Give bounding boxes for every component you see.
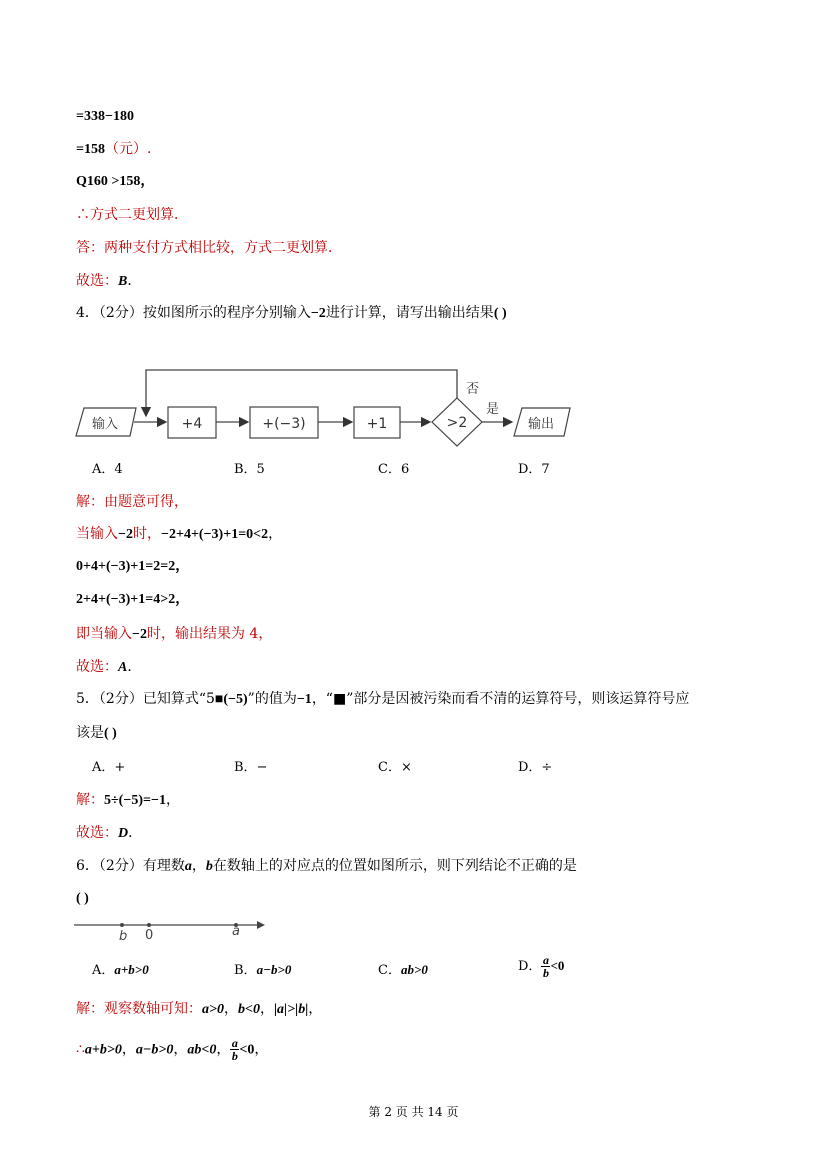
label-a: a: [232, 924, 240, 939]
q6-sol-comma-3: ，: [308, 1001, 323, 1017]
choice-period: ．: [127, 659, 142, 675]
q4-sol5-text: 即当输入: [76, 626, 132, 642]
q4-sol5-text-2: 时，输出结果为 4，: [146, 626, 273, 642]
choice-letter: B: [118, 274, 128, 289]
q6-sol2-expr-4: <0: [239, 1042, 255, 1058]
choice-prefix: 故选：: [76, 825, 118, 841]
q4-input-value: −2: [310, 306, 326, 321]
q3-choice: [76, 272, 141, 291]
frac-den: b: [231, 1049, 238, 1063]
q6-sol2-expr-2: a−b>0: [135, 1042, 174, 1058]
yes-label: 是: [486, 402, 500, 417]
choice-letter: D: [118, 826, 129, 841]
q5-stem-2: [76, 724, 117, 743]
choice-letter: A: [118, 660, 128, 675]
q6-therefore: ∴: [76, 1041, 85, 1058]
q6-sol2-expr-3: ab<0: [187, 1042, 217, 1058]
q4-sol-expr: −2+4+(−3)+1=0<2: [160, 527, 269, 542]
box-plus-4-label: +4: [181, 416, 203, 432]
label-zero: 0: [145, 928, 154, 943]
q6-option-d: [518, 954, 564, 979]
choice-prefix: 故选：: [76, 659, 118, 675]
q6-opt-d-expr: <0: [550, 958, 565, 973]
q4-option-d: D．7: [518, 462, 550, 477]
q5-expr: ■(−5): [214, 692, 248, 707]
q6-sol2-comma-2: ，: [173, 1041, 188, 1058]
frac-den: b: [542, 966, 549, 980]
q5-sol-prefix: 解：: [76, 792, 104, 808]
choice-period: ．: [127, 273, 142, 289]
q6-stem-text: 6．（2分）有理数: [76, 858, 185, 874]
condition-label: >2: [446, 415, 468, 431]
label-b: b: [119, 929, 128, 944]
choice-period: ．: [128, 825, 143, 841]
q6-sol-text: 解：观察数轴可知：: [76, 1001, 202, 1017]
q4-choice: [76, 658, 141, 677]
q6-option-c: [378, 961, 428, 980]
box-minus-3-label: +(−3): [262, 416, 306, 432]
q6-var-b: b: [205, 859, 213, 874]
q6-opt-d-letter: D．: [518, 959, 542, 974]
unit-yuan: （元）.: [104, 141, 152, 157]
conclusion-line: ∴方式二更划算．: [76, 207, 188, 223]
q5-stem-text-3: ，“■”部分是因被污染而看不清的运算符号，则该运算符号应: [311, 691, 690, 707]
q4-solution-4: 2+4+(−3)+1=4>2，: [76, 592, 190, 607]
calc-value: =158: [76, 142, 105, 157]
calc-line-2: [76, 140, 151, 159]
q6-stem-text-2: 在数轴上的对应点的位置如图所示，则下列结论不正确的是: [212, 858, 577, 874]
q6-sol2-fraction: [230, 1037, 239, 1062]
q4-sol5-value: −2: [132, 627, 147, 642]
q6-opt-a-expr: a+b>0: [114, 962, 149, 977]
q6-opt-c-letter: C．: [378, 963, 401, 978]
q4-sol-text-2: 时，: [132, 526, 161, 542]
q5-solution: [76, 791, 180, 810]
q6-stem-comma: ，: [191, 858, 206, 874]
q4-solution-2: [76, 525, 282, 544]
q4-stem: [76, 304, 507, 323]
q4-blank: ( ): [493, 306, 507, 321]
q6-solution-1: [76, 1000, 322, 1019]
q6-sol2-comma-4: ，: [254, 1041, 269, 1058]
q6-sol-comma: ，: [223, 1001, 238, 1017]
q4-stem-text: 4．（2分）按如图所示的程序分别输入: [76, 305, 311, 321]
frac-num: a: [231, 1036, 238, 1050]
q6-option-b: [234, 961, 291, 980]
q6-blank: ( ): [76, 891, 89, 906]
q5-choice: [76, 824, 142, 843]
q5-sol-comma: ，: [165, 792, 180, 808]
q6-sol-b-neg: b<0: [237, 1002, 260, 1017]
q4-stem-text-2: 进行计算，请写出输出结果: [325, 305, 494, 321]
point-b: [120, 923, 124, 927]
frac-num: a: [542, 953, 549, 967]
input-label: 输入: [91, 417, 119, 432]
q4-sol-comma: ，: [268, 526, 283, 542]
q5-stem-text-4: 该是: [76, 725, 104, 741]
q4-solution-1: 解：由题意可得，: [76, 494, 188, 510]
q5-option-d: D．÷: [518, 760, 553, 775]
flowchart: [70, 362, 580, 448]
q5-stem-text-2: ”的值为: [247, 691, 297, 707]
compare-line: Q160 >158，: [76, 174, 155, 189]
q6-opt-b-letter: B．: [234, 963, 257, 978]
q5-option-c: C．×: [378, 760, 412, 775]
q6-solution-2: [76, 1037, 268, 1062]
q4-solution-3: 0+4+(−3)+1=2=2，: [76, 559, 190, 574]
choice-prefix: 故选：: [76, 273, 118, 289]
q5-stem-1: [76, 690, 689, 709]
q6-sol-a-pos: a>0: [202, 1002, 224, 1017]
box-plus-1-label: +1: [366, 416, 388, 432]
q6-sol2-expr-1: a+b>0: [84, 1042, 122, 1058]
q6-stem-1: [76, 857, 577, 876]
q4-solution-5: [76, 625, 272, 644]
axis-arrow: [257, 921, 265, 929]
q6-var-a: a: [184, 859, 192, 874]
q4-sol-value: −2: [118, 527, 133, 542]
q5-blank: ( ): [104, 726, 117, 741]
calc-line-1: =338−180: [76, 109, 134, 124]
q5-sol-expr: 5÷(−5)=−1: [104, 793, 166, 808]
q5-option-a: A．+: [92, 760, 126, 775]
q6-opt-b-expr: a−b>0: [256, 962, 292, 977]
answer-line: 答：两种支付方式相比较，方式二更划算．: [76, 240, 342, 256]
q6-opt-c-expr: ab>0: [400, 962, 428, 977]
q4-option-a: A．4: [92, 462, 123, 477]
page-footer: 第 2 页 共 14 页: [368, 1105, 459, 1119]
q6-sol-comma-2: ，: [259, 1001, 274, 1017]
q6-option-a: [92, 961, 149, 980]
output-label: 输出: [527, 417, 555, 432]
q6-opt-a-letter: A．: [92, 963, 115, 978]
point-zero: [147, 923, 151, 927]
q4-sol-text: 当输入: [76, 526, 118, 542]
q4-option-c: C．6: [378, 462, 410, 477]
q5-value: −1: [296, 692, 312, 707]
q4-option-b: B．5: [234, 462, 265, 477]
q6-sol2-comma-1: ，: [121, 1041, 136, 1058]
no-label: 否: [466, 382, 480, 397]
q6-sol-abs: |a|>|b|: [273, 1002, 309, 1017]
q6-sol2-comma-3: ，: [216, 1041, 231, 1058]
q5-stem-text: 5．（2分）已知算式“5: [76, 691, 215, 707]
q5-option-b: B．−: [234, 760, 268, 775]
number-line: [72, 915, 272, 945]
